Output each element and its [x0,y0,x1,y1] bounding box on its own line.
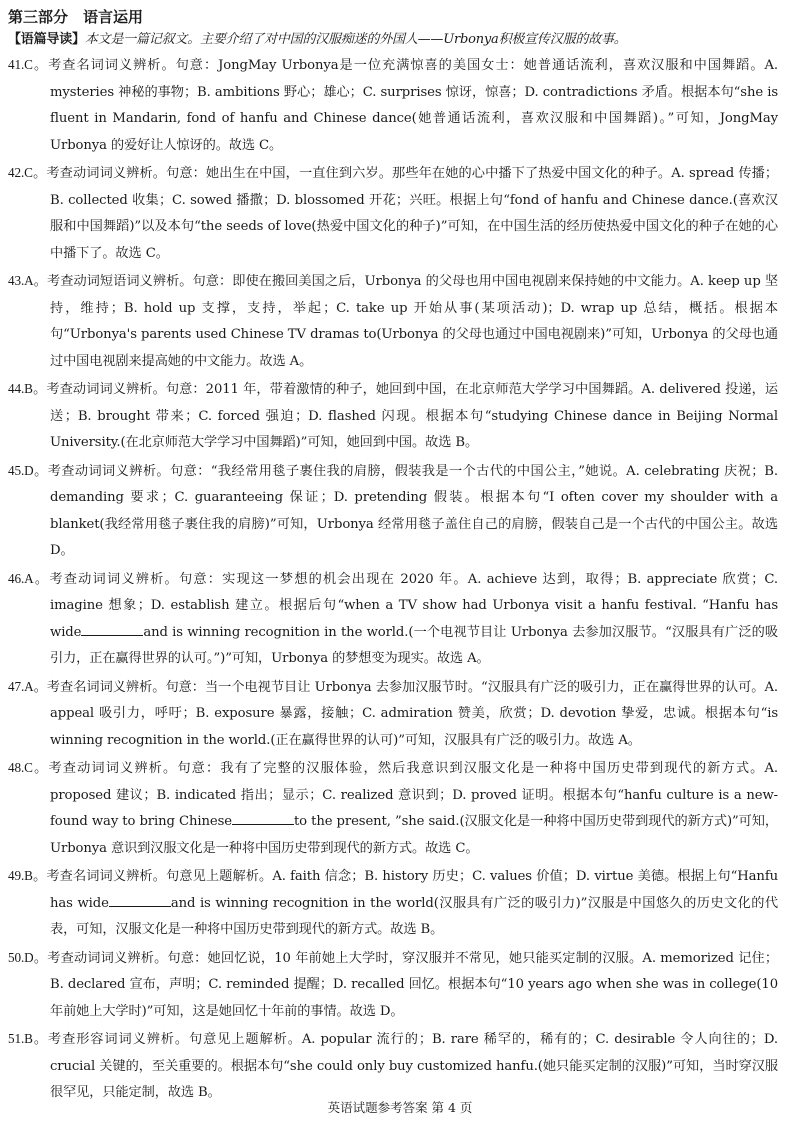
explanation-text: 考查名词词义辨析。句意见上题解析。A. faith 信念；B. history 历史；C. values 价值；D. virtue 美德。根据上句“Hanfu has wide [46,869,778,911]
answer-item [8,160,779,267]
explanation-text: 考查名词词义辨析。句意：JongMay Urbonya是一位充满惊喜的美国女士：她普通话流利，喜欢汉服和中国舞蹈。A. mysteries 神秘的事物；B. ambitions 野心；雄心；C. surprises 惊讶，惊喜；D. contradictions 矛盾。根据本句“she is fluent in Mandarin, fond of hanfu and Chinese dance(她普通话流利，喜欢汉服和中国舞蹈)。”可知，JongMay Urbonya 的爱好让人惊讶的。故选 C。 [48,58,778,153]
guide-label: 【语篇导读】 [8,32,85,47]
explanation-text: 考查名词词义辨析。句意：当一个电视节目让 Urbonya 去参加汉服节时。“汉服具有广泛的吸引力，正在赢得世界的认可。A. appeal 吸引力，呼吁；B. exposure 暴露，接触；C. admiration 赞美，欣赏；D. devotion 挚爱，忠诚。根据本句“is winning recognition in the world.(正在赢得世界的认可)”可知，汉服具有广泛的吸引力。故选 A。 [46,679,778,748]
explanation-text: 考查形容词词义辨析。句意见上题解析。A. popular 流行的；B. rare 稀罕的，稀有的；C. desirable 令人向往的；D. crucial 关键的，至关重要的。根据本句“she could only buy customized hanfu.(她只能买定制的汉服)”可知，当时穿汉服很罕见，只能定制，故选 B。 [48,1032,778,1100]
answer-number: 44.B。 [8,381,47,396]
answer-number: 49.B。 [8,868,47,883]
passage-guide [8,28,778,51]
explanation-text: 考查动词词义辨析。句意：实现这一梦想的机会出现在 2020 年。A. achieve 达到，取得；B. appreciate 欣赏；C. imagine 想象；D. establish 建立。根据后句“when a TV show had Urbonya visit a hanfu festival. “Hanfu has wide [49,571,778,640]
explanation-text: 考查动词短语词义辨析。句意：即使在搬回美国之后，Urbonya 的父母也用中国电视剧来保持她的中文能力。A. keep up 坚持，维持；B. hold up 支撑，支持，举起；C. take up 开始从事(某项活动)；D. wrap up 总结，概括。根据本句“Urbonya's parents used Chinese TV dramas to(Urbonya 的父母也通过中国电视剧来)”可知，Urbonya 的父母也通过中国电视剧来提高她的中文能力。故选 A。 [46,274,778,369]
explanation-text: 考查动词词义辨析。句意：“我经常用毯子裹住我的肩膀，假装我是一个古代的中国公主，”她说。A. celebrating 庆祝；B. demanding 要求；C. guaranteeing 保证；D. pretending 假装。根据本句“I often cover my shoulder with a blanket(我经常用毯子裹住我的肩膀)”可知，Urbonya 经常用毯子盖住自己的肩膀，假装自己是一个古代的中国公主。故选 D。 [47,463,778,558]
answer-list [8,52,779,1107]
answer-number: 48.C。 [8,760,49,775]
answer-number: 46.A。 [8,570,50,586]
fill-blank [109,894,171,907]
answer-number: 45.D。 [8,462,48,478]
explanation-text-cont: and is winning recognition in the world(汉服具有广泛的吸引力)”汉服是中国悠久的历史文化的代表，可知，汉服文化是一种将中国历史带到现代的新方式。故选 B。 [50,895,778,937]
answer-item [8,674,778,755]
page-footer: 英语试题参考答案 第 4 页 [327,1100,473,1115]
answer-item [8,458,778,565]
answer-item [8,268,778,375]
answer-item [8,1026,778,1107]
explanation-text-cont: and is winning recognition in the world.(一个电视节目让 Urbonya 去参加汉服节。“汉服具有广泛的吸引力，正在赢得世界的认可。”)”可知，Urbonya 的梦想变为现实。故选 A。 [50,624,778,666]
fill-blank [81,623,143,636]
fill-blank [232,812,294,825]
answer-number: 43.A。 [8,273,47,288]
explanation-text-cont: to the present, ”she said.(汉服文化是一种将中国历史带到现代的新方式)”可知，Urbonya 意识到汉服文化是一种将中国历史带到现代的新方式。故选 C。 [50,814,778,856]
answer-number: 47.A。 [8,678,47,694]
answer-item [8,566,778,673]
explanation-text: 考查动词词义辨析。句意：我有了完整的汉服体验，然后我意识到汉服文化是一种将中国历史带到现代的新方式。A. proposed 建议；B. indicated 指出；显示；C. realized 意识到；D. proved 证明。根据本句“hanfu culture is a new-found way to bring Chinese [48,761,778,829]
explanation-text: 考查动词词义辨析。句意：她回忆说，10 年前她上大学时，穿汉服并不常见，她只能买定制的汉服。A. memorized 记住；B. declared 宣布，声明；C. reminded 提醒；D. recalled 回忆。根据本句“10 years ago when she was in college(10 年前她上大学时)”可知，这是她回忆十年前的事情。故选 D。 [47,950,778,1019]
answer-item [8,945,778,1026]
section-title: 第三部分 语言运用 [8,8,144,26]
answer-number: 42.C。 [8,165,47,180]
answer-item [8,376,779,457]
answer-item [8,863,778,944]
answer-number: 41.C。 [8,57,49,72]
explanation-text: 考查动词词义辨析。句意：她出生在中国，一直住到六岁。那些年在她的心中播下了热爱中国文化的种子。A. spread 传播；B. collected 收集；C. sowed 播撒；D. blossomed 开花；兴旺。根据上句“fond of hanfu and Chinese dance.(喜欢汉服和中国舞蹈)”以及本句“the seeds of love(热爱中国文化的种子)”可知，在中国生活的经历使热爱中国文化的种子在她的心中播下了。故选 C。 [46,166,779,261]
answer-item [8,52,778,159]
guide-text: 本文是一篇记叙文。主要介绍了对中国的汉服痴迷的外国人——Urbonya积极宣传汉服的故事。 [84,32,627,47]
answer-item [8,755,778,862]
answer-number: 51.B。 [8,1031,48,1046]
answer-number: 50.D。 [8,949,48,965]
explanation-text: 考查动词词义辨析。句意：2011 年，带着激情的种子，她回到中国，在北京师范大学学习中国舞蹈。A. delivered 投递，运送；B. brought 带来；C. forced 强迫；D. flashed 闪现。根据本句“studying Chinese dance in Beijing Normal University.(在北京师范大学学习中国舞蹈)”可知，她回到中国。故选 B。 [46,382,779,450]
